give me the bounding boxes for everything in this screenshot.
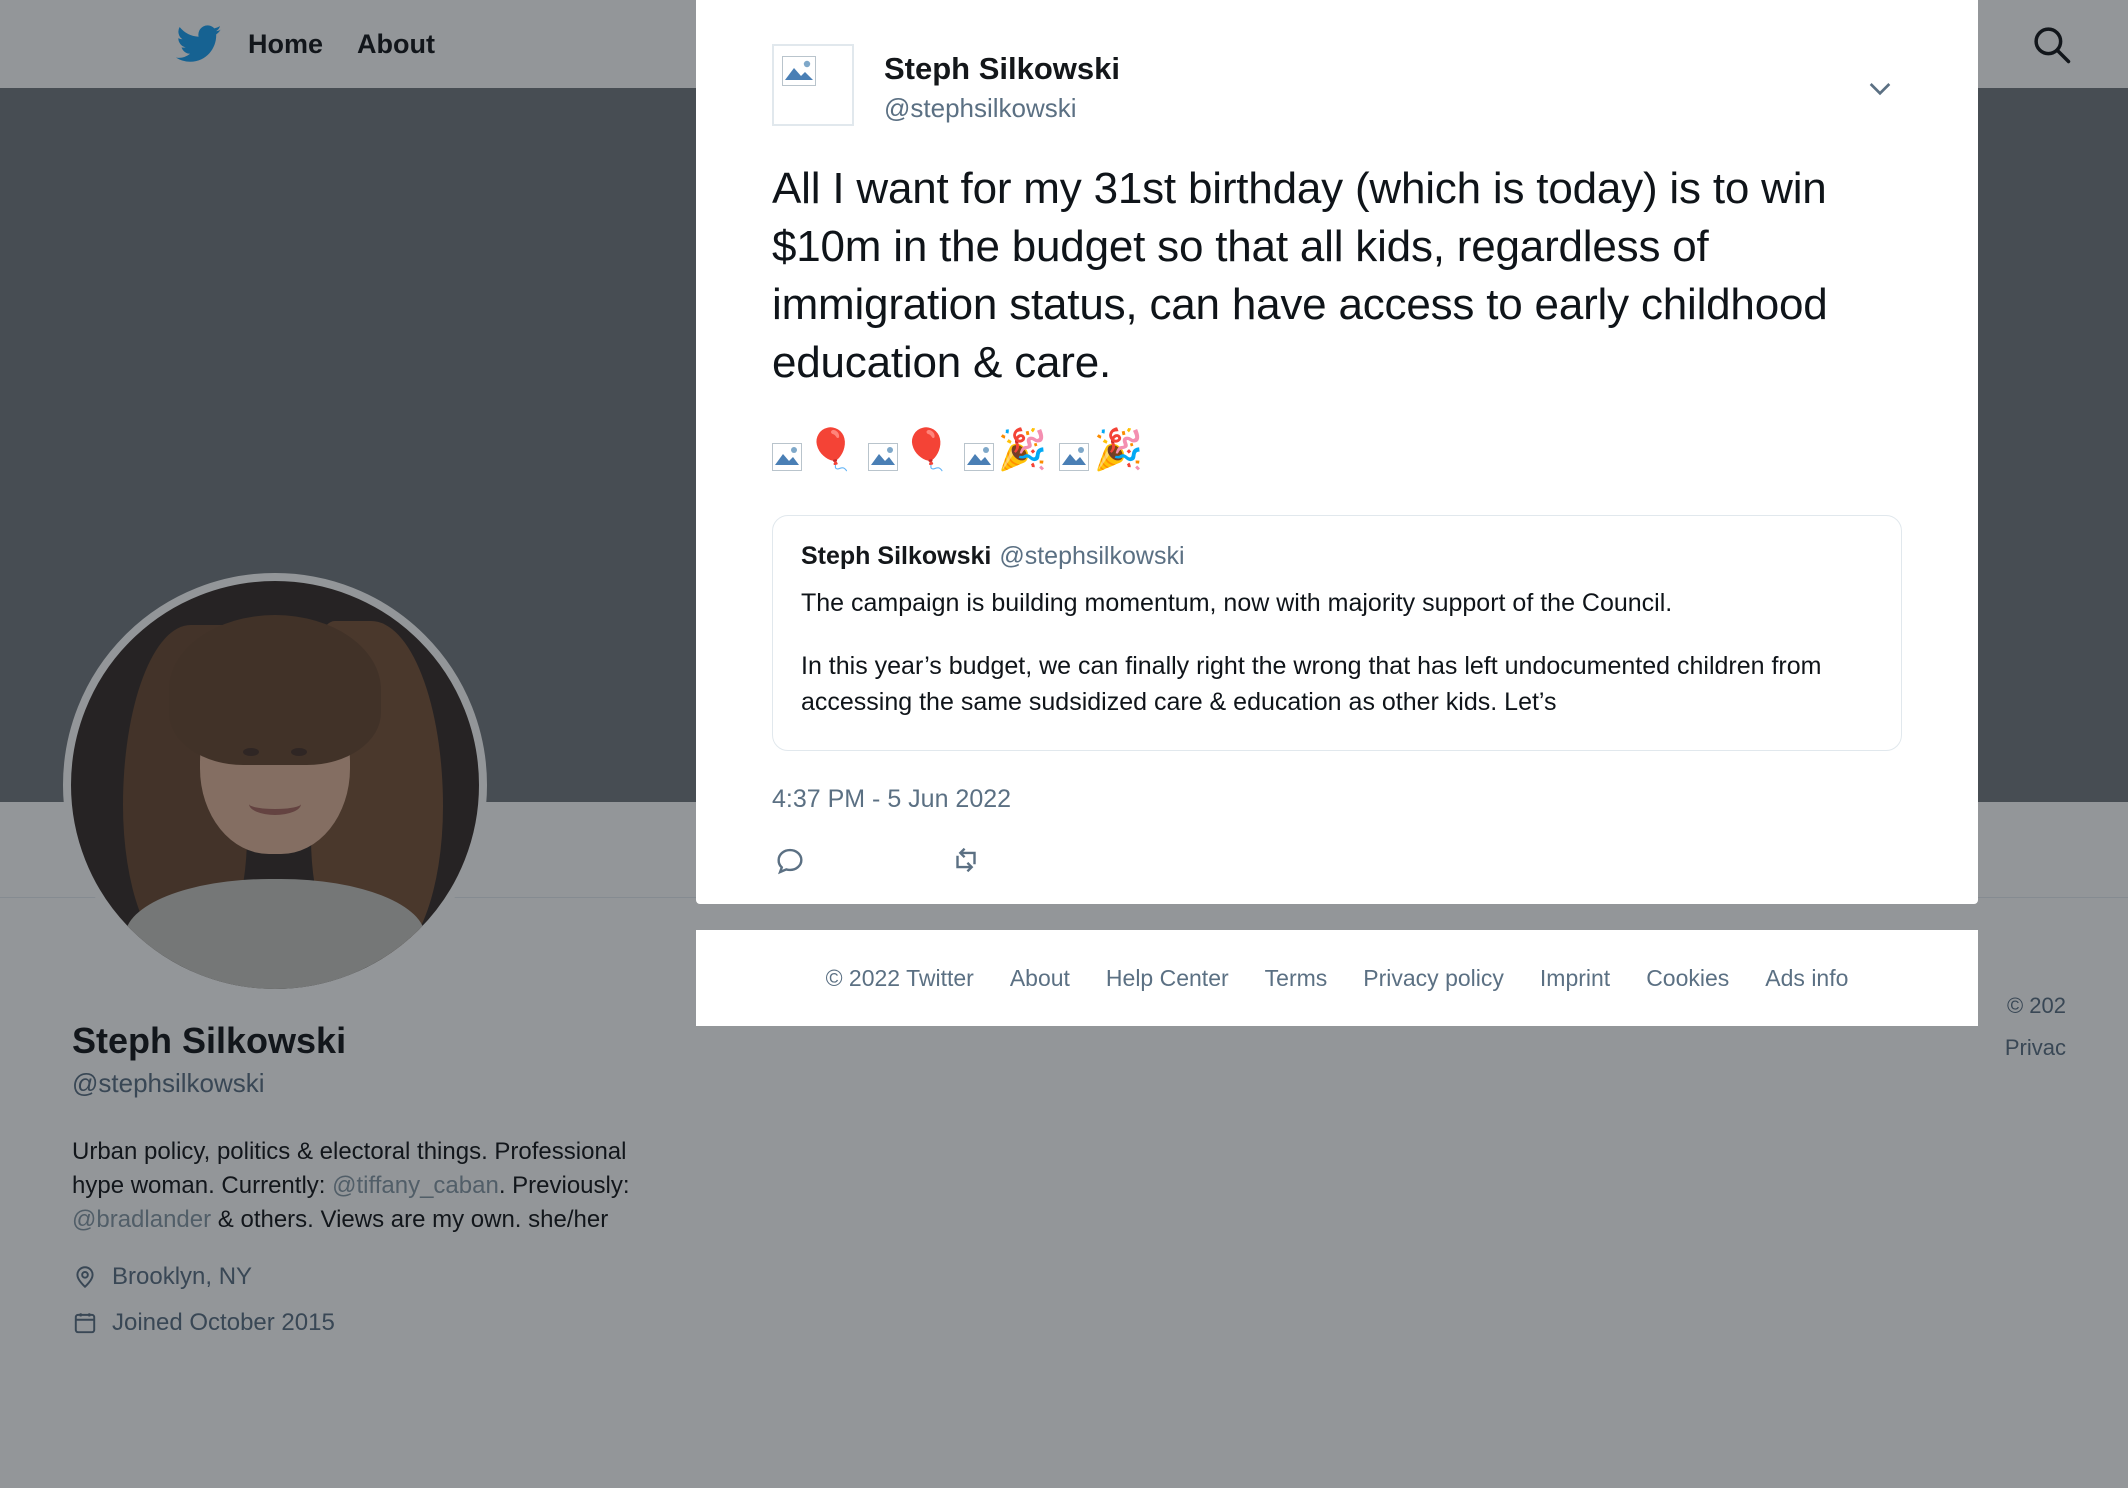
footer-copyright: © 2022 Twitter bbox=[825, 964, 974, 991]
emoji-balloon-2 bbox=[868, 426, 952, 473]
tweet-author-avatar[interactable] bbox=[772, 44, 854, 126]
emoji-glyph: 🎉 bbox=[997, 428, 1048, 473]
tweet-author-name[interactable]: Steph Silkowski bbox=[884, 51, 1121, 86]
nav-link-about[interactable]: About bbox=[357, 28, 435, 59]
page-footer-privacy[interactable]: Privac bbox=[2004, 1034, 2066, 1060]
quoted-tweet-line-2: In this year’s budget, we can finally right the wrong that has left undocumented children from accessing the same sudsidized care & education as other kids. Let’s bbox=[801, 651, 1822, 716]
emoji-balloon-1 bbox=[772, 426, 856, 473]
quoted-tweet[interactable] bbox=[772, 515, 1902, 751]
bio-mention-bradlander[interactable]: @bradlander bbox=[72, 1206, 212, 1234]
emoji-glyph: 🎉 bbox=[1093, 428, 1144, 473]
emoji-party-2 bbox=[1059, 426, 1143, 473]
tweet-text: All I want for my 31st birthday (which is today) is to win $10m in the budget so that all kids, regardless of immigration status, can have access to early childhood education & care. bbox=[772, 164, 1828, 388]
broken-image-icon bbox=[1059, 436, 1089, 464]
chevron-down-icon[interactable] bbox=[1858, 66, 1902, 110]
tweet-author-names bbox=[884, 44, 1120, 124]
emoji-glyph: 🎈 bbox=[901, 428, 952, 473]
profile-location-label: Brooklyn, NY bbox=[112, 1263, 253, 1291]
page-title: Steph Silkowski bbox=[72, 1020, 347, 1061]
footer-link-cookies[interactable]: Cookies bbox=[1646, 964, 1730, 991]
tweet-timestamp[interactable]: 4:37 PM - 5 Jun 2022 bbox=[772, 785, 1012, 814]
reply-icon[interactable] bbox=[772, 842, 808, 878]
page-footer-copyright: © 202 bbox=[2006, 993, 2066, 1018]
bio-mention-tiffany[interactable]: @tiffany_caban bbox=[332, 1172, 499, 1200]
footer-link-help-center[interactable]: Help Center bbox=[1105, 964, 1229, 991]
quoted-tweet-header bbox=[801, 542, 1873, 571]
footer-link-about[interactable]: About bbox=[1009, 964, 1070, 991]
nav-link-home[interactable]: Home bbox=[248, 28, 324, 59]
profile-joined-label: Joined October 2015 bbox=[112, 1309, 335, 1337]
footer-link-privacy-policy[interactable]: Privacy policy bbox=[1363, 964, 1504, 991]
broken-image-icon bbox=[772, 436, 802, 464]
tweet-emoji-row bbox=[696, 392, 1978, 473]
modal-footer bbox=[696, 930, 1978, 1026]
bio-text-1: Urban policy, politics & electoral things. Professional hype woman. Currently: bbox=[72, 1138, 627, 1200]
footer-link-imprint[interactable]: Imprint bbox=[1539, 964, 1611, 991]
broken-image-icon bbox=[868, 436, 898, 464]
quoted-tweet-body bbox=[801, 585, 1873, 720]
tweet-modal bbox=[696, 0, 1978, 1026]
retweet-icon[interactable] bbox=[948, 842, 984, 878]
profile-handle: @stephsilkowski bbox=[72, 1068, 265, 1098]
tweet-author-handle[interactable]: @stephsilkowski bbox=[884, 93, 1077, 124]
emoji-glyph: 🎈 bbox=[806, 428, 856, 473]
footer-link-terms[interactable]: Terms bbox=[1264, 964, 1328, 991]
quoted-tweet-author-handle: @stephsilkowski bbox=[999, 542, 1185, 571]
tweet-card bbox=[696, 0, 1978, 904]
bio-text-3: & others. Views are my own. she/her bbox=[211, 1206, 609, 1234]
tweet-header bbox=[696, 0, 1978, 126]
footer-link-ads-info[interactable]: Ads info bbox=[1765, 964, 1849, 991]
tweet-actions bbox=[696, 814, 1978, 878]
bio-text-2: . Previously: bbox=[498, 1172, 630, 1200]
broken-image-icon bbox=[964, 436, 994, 464]
quoted-tweet-author-name: Steph Silkowski bbox=[801, 542, 992, 571]
emoji-party-1 bbox=[964, 426, 1048, 473]
quoted-tweet-line-1: The campaign is building momentum, now with majority support of the Council. bbox=[801, 589, 1673, 618]
broken-image-icon bbox=[782, 56, 816, 86]
